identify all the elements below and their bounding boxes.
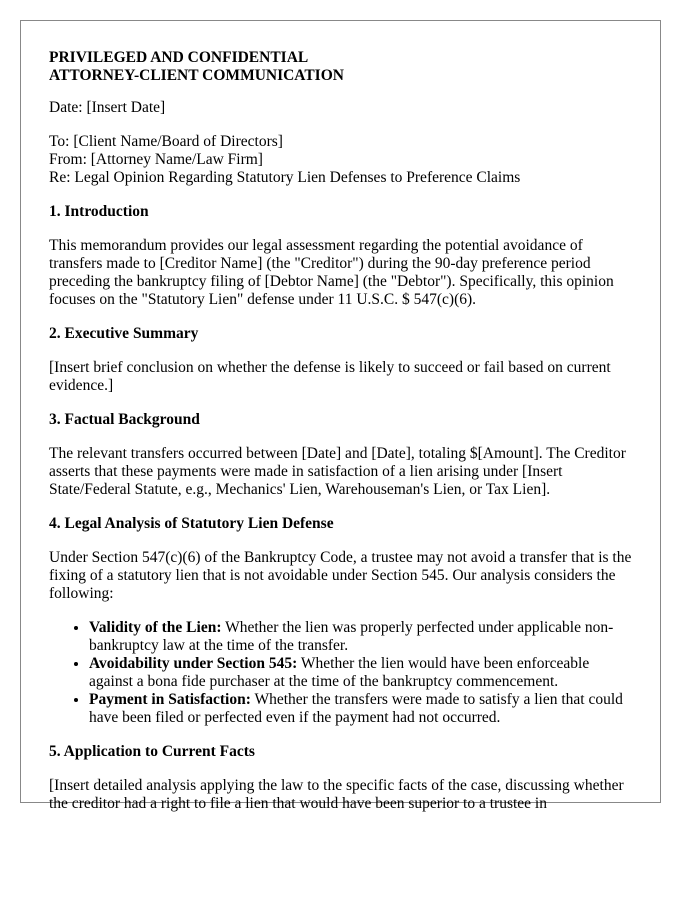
- bullet-validity-label: Validity of the Lien:: [89, 619, 222, 636]
- bullet-validity: [89, 619, 632, 655]
- document-page: [20, 20, 661, 812]
- section-4-body: Under Section 547(c)(6) of the Bankruptcy Code, a trustee may not avoid a transfer that is the fixing of a statutory lien that is not avoidable under Section 545. Our analysis considers the following:: [49, 549, 632, 602]
- bullet-payment: [89, 691, 632, 727]
- section-2-title: 2. Executive Summary: [49, 325, 199, 342]
- bullet-avoidability-label: Avoidability under Section 545:: [89, 655, 298, 672]
- section-1-title: 1. Introduction: [49, 203, 149, 220]
- confidential-heading-line2: ATTORNEY-CLIENT COMMUNICATION: [49, 67, 344, 84]
- bullet-validity-text: Whether the lien was properly perfected under applicable non-bankruptcy law at the time of the transfer.: [89, 619, 614, 654]
- section-3-body: The relevant transfers occurred between [Date] and [Date], totaling $[Amount]. The Creditor asserts that these payments were made in satisfaction of a lien arising under [Insert State/Federal Statute, e.g., Mechanics' Lien, Warehouseman's Lien, or Tax Lien].: [49, 445, 626, 498]
- re-line: Re: Legal Opinion Regarding Statutory Lien Defenses to Preference Claims: [49, 169, 521, 186]
- section-1-body: This memorandum provides our legal assessment regarding the potential avoidance of transfers made to [Creditor Name] (the "Creditor") during the 90-day preference period preceding the bankruptcy filing of [Debtor Name] (the "Debtor"). Specifically, this opinion focuses on the "Statutory Lien" defense under 11 U.S.C. $ 547(c)(6).: [49, 237, 614, 308]
- section-3-title: 3. Factual Background: [49, 411, 200, 428]
- section-2-body: [Insert brief conclusion on whether the defense is likely to succeed or fail based on current evidence.]: [49, 359, 611, 394]
- memo-content: [21, 21, 660, 813]
- confidential-heading-line1: PRIVILEGED AND CONFIDENTIAL: [49, 49, 309, 66]
- bullet-avoidability-text: Whether the lien would have been enforceable against a bona fide purchaser at the time of the bankruptcy commencement.: [89, 655, 590, 690]
- address-block: [49, 133, 632, 187]
- to-line: To: [Client Name/Board of Directors]: [49, 133, 283, 150]
- bullet-payment-text: Whether the transfers were made to satisfy a lien that could have been filed or perfected even if the payment had not occurred.: [89, 691, 623, 726]
- date-line: Date: [Insert Date]: [49, 99, 166, 116]
- section-4-title: 4. Legal Analysis of Statutory Lien Defense: [49, 515, 334, 532]
- section-5-body: [Insert detailed analysis applying the law to the specific facts of the case, discussing whether the creditor had a right to file a lien that would have been superior to a trustee in: [49, 777, 624, 812]
- from-line: From: [Attorney Name/Law Firm]: [49, 151, 263, 168]
- section-4-bullet-list: [49, 619, 632, 727]
- bullet-avoidability: [89, 655, 632, 691]
- bullet-payment-label: Payment in Satisfaction:: [89, 691, 251, 708]
- section-5-title: 5. Application to Current Facts: [49, 743, 255, 760]
